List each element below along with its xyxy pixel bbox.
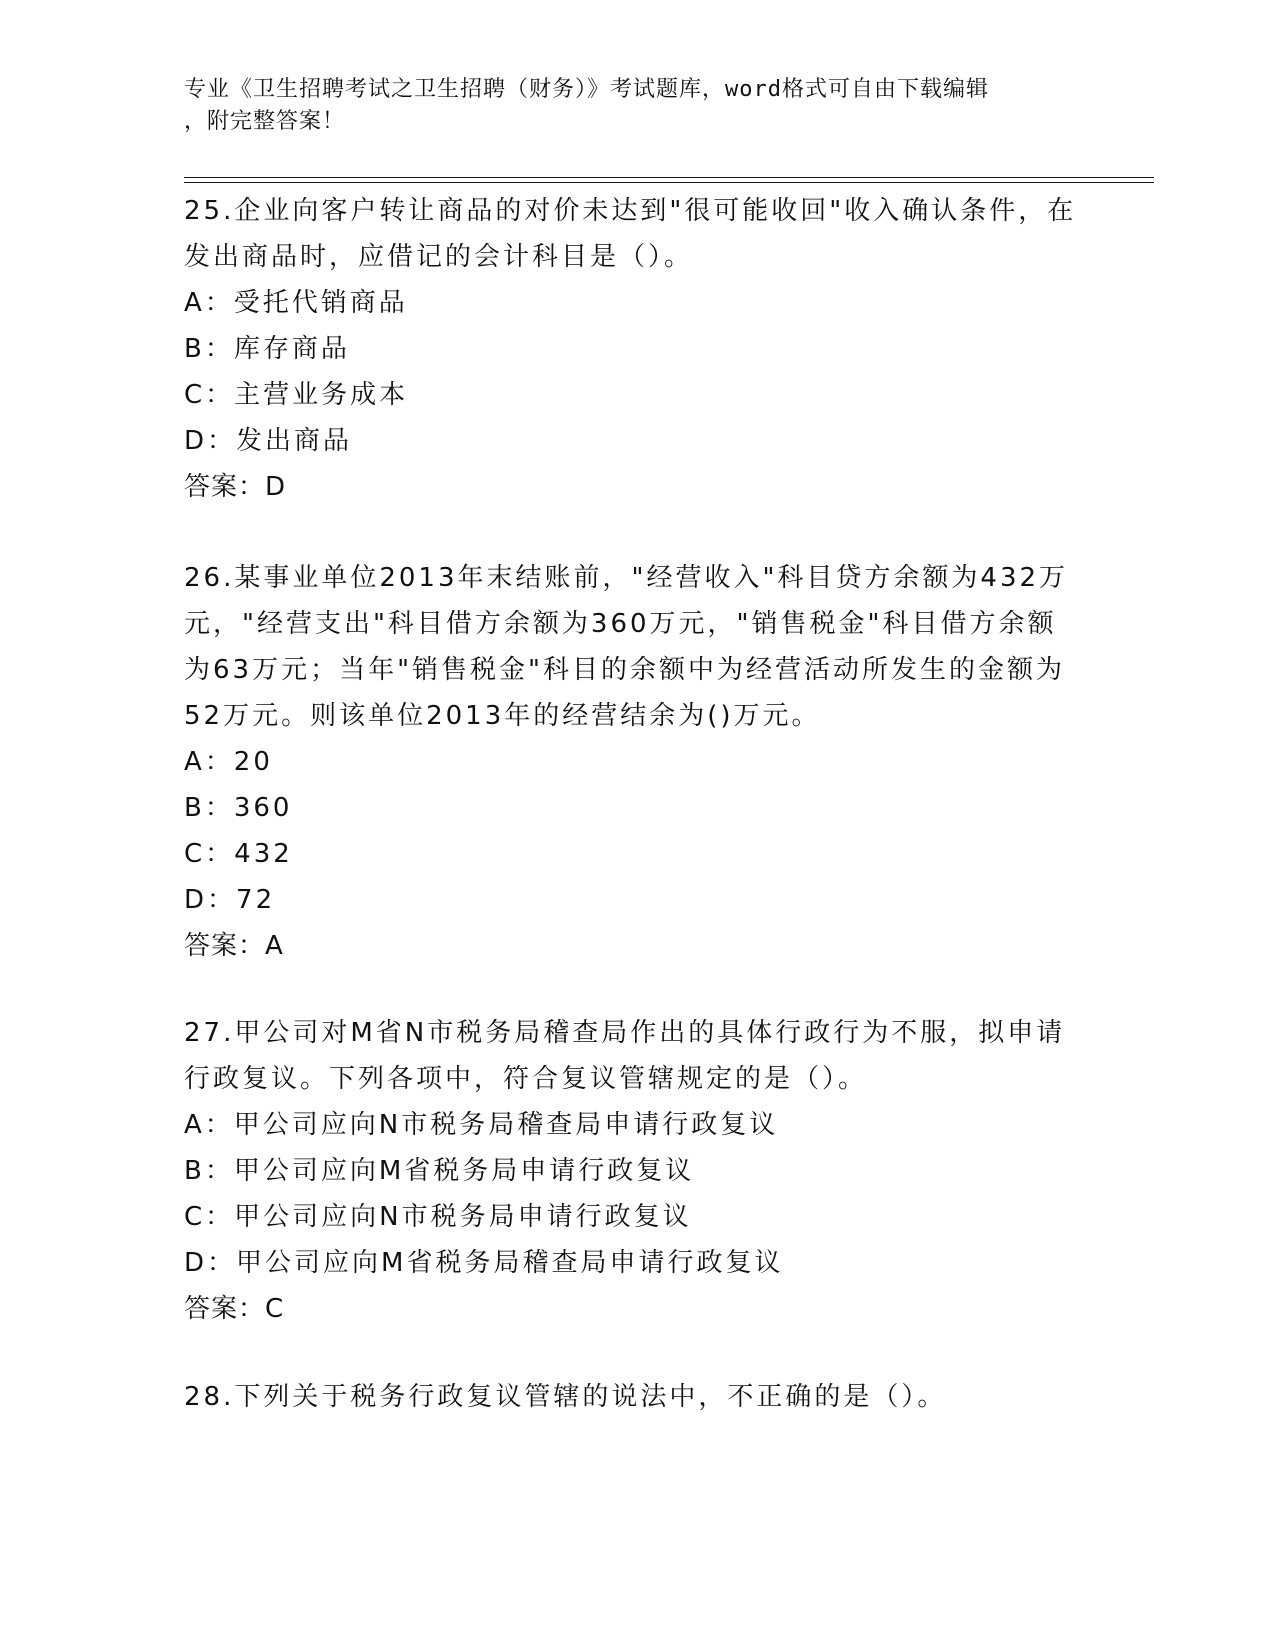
header-line-1: 专业《卫生招聘考试之卫生招聘（财务）》考试题库，word格式可自由下载编辑 bbox=[184, 77, 989, 102]
question-stem-line: 25.企业向客户转让商品的对价未达到"很可能收回"收入确认条件，在 bbox=[184, 196, 1077, 226]
question-stem-line: 27.甲公司对M省N市税务局稽查局作出的具体行政行为不服，拟申请 bbox=[184, 1018, 1066, 1048]
question-stem-line: 26.某事业单位2013年末结账前，"经营收入"科目贷方余额为432万 bbox=[184, 563, 1069, 593]
option-a: A：受托代销商品 bbox=[184, 288, 408, 318]
question-26 bbox=[184, 555, 1084, 969]
question-stem bbox=[184, 188, 1084, 280]
answer-line: 答案：C bbox=[184, 1294, 285, 1324]
option-d: D：72 bbox=[184, 885, 276, 915]
question-stem bbox=[184, 1374, 1084, 1420]
document-header bbox=[184, 74, 1084, 138]
header-divider-top bbox=[184, 177, 1154, 178]
question-stem bbox=[184, 555, 1084, 739]
option-c: C：甲公司应向N市税务局申请行政复议 bbox=[184, 1202, 692, 1232]
option-c: C：432 bbox=[184, 839, 293, 869]
option-d: D：甲公司应向M省税务局稽查局申请行政复议 bbox=[184, 1248, 784, 1278]
question-stem-line: 52万元。则该单位2013年的经营结余为()万元。 bbox=[184, 701, 821, 731]
option-d: D：发出商品 bbox=[184, 426, 353, 456]
option-b: B：库存商品 bbox=[184, 334, 350, 364]
answer-line: 答案：A bbox=[184, 931, 284, 961]
option-a: A：甲公司应向N市税务局稽查局申请行政复议 bbox=[184, 1110, 779, 1140]
option-b: B：360 bbox=[184, 793, 293, 823]
question-stem-line: 发出商品时，应借记的会计科目是（）。 bbox=[184, 242, 694, 272]
question-stem-line: 28.下列关于税务行政复议管辖的说法中，不正确的是（）。 bbox=[184, 1382, 947, 1412]
answer-line: 答案：D bbox=[184, 472, 287, 502]
question-25 bbox=[184, 188, 1084, 510]
question-stem-line: 行政复议。下列各项中，符合复议管辖规定的是（）。 bbox=[184, 1064, 868, 1094]
question-stem bbox=[184, 1010, 1084, 1102]
question-28 bbox=[184, 1374, 1084, 1420]
header-line-2: ，附完整答案！ bbox=[184, 109, 346, 134]
header-divider-bottom bbox=[184, 182, 1154, 183]
question-27 bbox=[184, 1010, 1084, 1332]
question-stem-line: 元，"经营支出"科目借方余额为360万元，"销售税金"科目借方余额 bbox=[184, 609, 1057, 639]
option-b: B：甲公司应向M省税务局申请行政复议 bbox=[184, 1156, 695, 1186]
option-a: A：20 bbox=[184, 747, 273, 777]
question-stem-line: 为63万元；当年"销售税金"科目的余额中为经营活动所发生的金额为 bbox=[184, 655, 1066, 685]
option-c: C：主营业务成本 bbox=[184, 380, 409, 410]
